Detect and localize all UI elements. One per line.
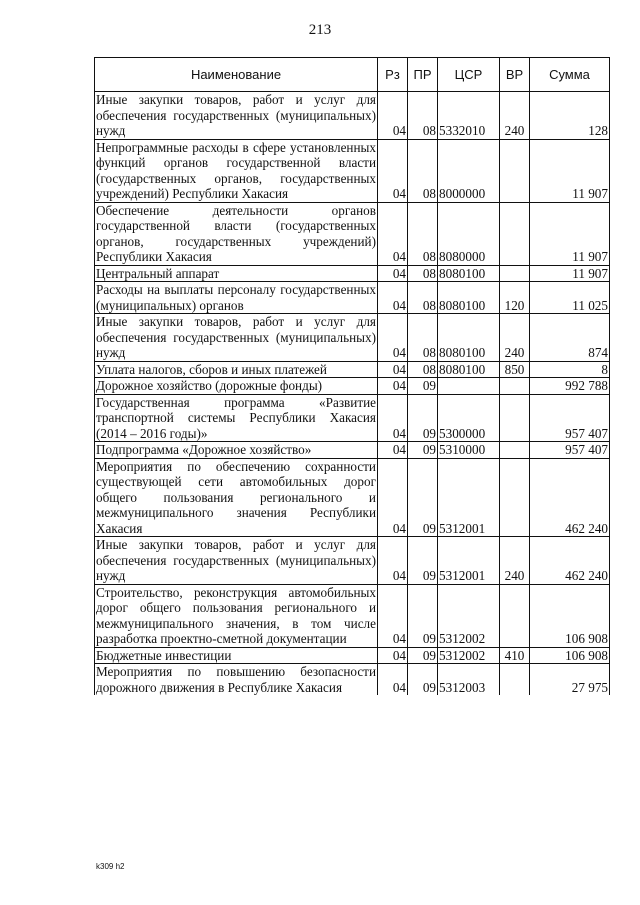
row-sum: 874: [530, 314, 610, 362]
row-sum: 27 975: [530, 664, 610, 696]
row-csr: 8080000: [438, 202, 500, 265]
row-pr: 08: [408, 282, 438, 314]
row-name: Подпрограмма «Дорожное хозяйство»: [95, 442, 378, 459]
header-csr: ЦСР: [438, 58, 500, 92]
table-row: [95, 92, 610, 140]
row-sum: 106 908: [530, 647, 610, 664]
row-rz: 04: [378, 202, 408, 265]
row-csr: 8080100: [438, 265, 500, 282]
row-name: Мероприятия по повышению безопасности дорожного движения в Республике Хакасия: [96, 664, 376, 695]
row-csr: 5310000: [438, 442, 500, 459]
row-sum: 11 907: [530, 139, 610, 202]
row-name: Иные закупки товаров, работ и услуг для обеспечения государственных (муниципальных) нужд: [96, 314, 376, 360]
header-rz: Рз: [378, 58, 408, 92]
row-rz: 04: [378, 584, 408, 647]
row-csr: 5312001: [438, 537, 500, 585]
row-rz: 04: [378, 378, 408, 395]
row-rz: 04: [378, 458, 408, 537]
row-rz: 04: [378, 647, 408, 664]
row-name: Мероприятия по обеспечению сохранности существующей сети автомобильных дорог общего пользования регионального и межмуниципального значения Республики Хакасия: [96, 458, 376, 536]
row-rz: 04: [378, 282, 408, 314]
row-vr: [500, 584, 530, 647]
row-name: Непрограммные расходы в сфере установленных функций органов государственной власти (государственных органов, государственных учреждений) Республики Хакасия: [96, 139, 376, 201]
row-pr: 09: [408, 458, 438, 537]
table-row: [95, 537, 610, 585]
row-rz: 04: [378, 361, 408, 378]
row-sum: 957 407: [530, 394, 610, 442]
row-vr: 850: [500, 361, 530, 378]
row-sum: 957 407: [530, 442, 610, 459]
row-vr: [500, 442, 530, 459]
row-pr: 09: [408, 394, 438, 442]
row-name: Бюджетные инвестиции: [95, 647, 378, 664]
row-vr: 240: [500, 92, 530, 140]
row-vr: [500, 265, 530, 282]
row-vr: [500, 394, 530, 442]
row-pr: 08: [408, 202, 438, 265]
row-pr: 09: [408, 537, 438, 585]
table-row: [95, 584, 610, 647]
table-row: [95, 314, 610, 362]
row-name: Строительство, реконструкция автомобильных дорог общего пользования регионального и межмуниципального значения, в том числе разработка проектно-сметной документации: [96, 584, 376, 646]
row-vr: 410: [500, 647, 530, 664]
row-rz: 04: [378, 265, 408, 282]
row-csr: 5312001: [438, 458, 500, 537]
row-pr: 09: [408, 647, 438, 664]
row-csr: 5312002: [438, 647, 500, 664]
header-pr: ПР: [408, 58, 438, 92]
row-pr: 08: [408, 361, 438, 378]
row-rz: 04: [378, 442, 408, 459]
row-name: Расходы на выплаты персоналу государственных (муниципальных) органов: [96, 282, 376, 313]
row-csr: 8000000: [438, 139, 500, 202]
row-name: Государственная программа «Развитие транспортной системы Республики Хакасия (2014 – 2016 годы)»: [96, 394, 376, 441]
row-sum: 462 240: [530, 537, 610, 585]
row-vr: [500, 202, 530, 265]
row-pr: 09: [408, 442, 438, 459]
row-pr: 08: [408, 314, 438, 362]
table-header-row: [95, 58, 610, 92]
row-sum: 128: [530, 92, 610, 140]
row-sum: 992 788: [530, 378, 610, 395]
row-pr: 08: [408, 265, 438, 282]
row-vr: [500, 664, 530, 696]
row-rz: 04: [378, 314, 408, 362]
row-sum: 106 908: [530, 584, 610, 647]
row-pr: 08: [408, 139, 438, 202]
row-name: Иные закупки товаров, работ и услуг для обеспечения государственных (муниципальных) нужд: [96, 92, 376, 138]
row-rz: 04: [378, 537, 408, 585]
row-rz: 04: [378, 92, 408, 140]
header-name: Наименование: [95, 58, 378, 92]
table-row: [95, 361, 610, 378]
row-pr: 09: [408, 378, 438, 395]
row-csr: [438, 378, 500, 395]
row-csr: 8080100: [438, 282, 500, 314]
table-row: [95, 394, 610, 442]
row-csr: 5300000: [438, 394, 500, 442]
row-sum: 11 907: [530, 265, 610, 282]
row-name: Центральный аппарат: [95, 265, 378, 282]
row-name: Обеспечение деятельности органов государственной власти (государственных органов, государственных учреждений) Республики Хакасия: [96, 202, 376, 264]
row-pr: 09: [408, 584, 438, 647]
row-rz: 04: [378, 394, 408, 442]
row-rz: 04: [378, 139, 408, 202]
row-vr: [500, 378, 530, 395]
budget-table: [94, 57, 610, 695]
row-csr: 5312003: [438, 664, 500, 696]
row-name: Иные закупки товаров, работ и услуг для обеспечения государственных (муниципальных) нужд: [96, 537, 376, 583]
row-vr: 240: [500, 537, 530, 585]
row-vr: [500, 139, 530, 202]
table-row: [95, 458, 610, 537]
table-row: [95, 664, 610, 696]
table-row: [95, 442, 610, 459]
row-vr: 240: [500, 314, 530, 362]
row-sum: 11 907: [530, 202, 610, 265]
page-number: 213: [308, 22, 332, 38]
row-csr: 8080100: [438, 314, 500, 362]
table-row: [95, 282, 610, 314]
row-sum: 8: [530, 361, 610, 378]
row-name: Дорожное хозяйство (дорожные фонды): [95, 378, 378, 395]
table-row: [95, 139, 610, 202]
row-vr: 120: [500, 282, 530, 314]
row-pr: 09: [408, 664, 438, 696]
table-row: [95, 378, 610, 395]
table-row: [95, 647, 610, 664]
header-vr: ВР: [500, 58, 530, 92]
row-name: Уплата налогов, сборов и иных платежей: [95, 361, 378, 378]
row-sum: 462 240: [530, 458, 610, 537]
row-sum: 11 025: [530, 282, 610, 314]
row-csr: 5332010: [438, 92, 500, 140]
row-pr: 08: [408, 92, 438, 140]
table-row: [95, 202, 610, 265]
header-sum: Сумма: [530, 58, 610, 92]
row-rz: 04: [378, 664, 408, 696]
row-csr: 8080100: [438, 361, 500, 378]
row-csr: 5312002: [438, 584, 500, 647]
row-vr: [500, 458, 530, 537]
footer-code: k309 h2: [96, 862, 125, 871]
table-row: [95, 265, 610, 282]
